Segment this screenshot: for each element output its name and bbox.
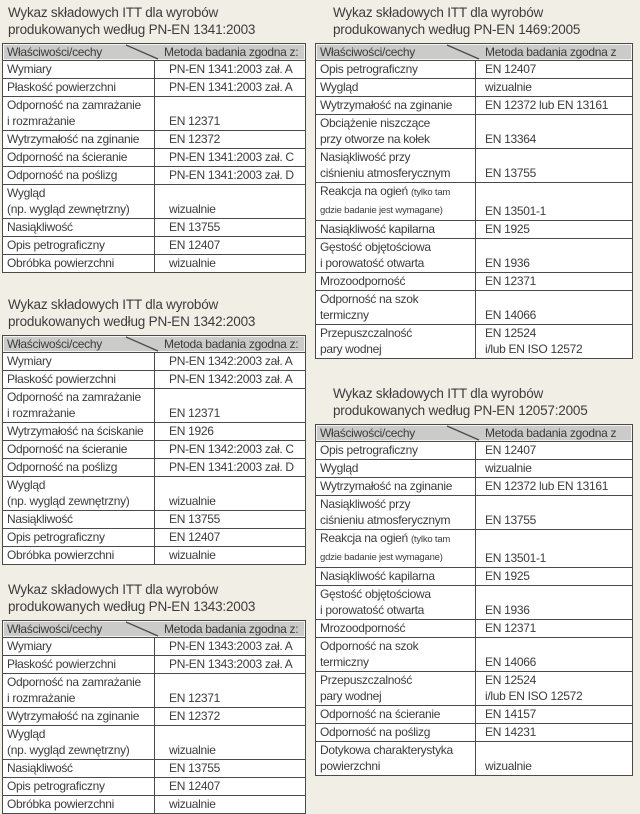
- table-row: [316, 114, 632, 148]
- method-cell: EN 1925: [485, 222, 530, 236]
- table-body: [316, 61, 632, 358]
- method-cell: EN 13755: [169, 761, 220, 775]
- method-cell: EN 13755: [169, 512, 220, 526]
- table-row: [3, 458, 305, 476]
- property-cell: Nasiąkliwość przy ciśnieniu atmosferycznym: [316, 496, 476, 529]
- method-cell: PN-EN 1341:2003 zał. D: [169, 168, 294, 182]
- property-cell: Płaskość powierzchni: [3, 656, 155, 673]
- method-cell: EN 12372: [169, 709, 220, 723]
- property-cell: Dotykowa charakterystyka powierzchni: [316, 742, 476, 775]
- method-cell: EN 12407: [485, 62, 536, 76]
- method-cell: EN 13755: [169, 220, 220, 234]
- table-row: [316, 585, 632, 619]
- method-cell: EN 12407: [485, 443, 536, 457]
- method-cell: PN-EN 1341:2003 zał. D: [169, 460, 294, 474]
- table-row: [3, 96, 305, 130]
- table-row: [3, 422, 305, 440]
- table-row: [3, 777, 305, 795]
- itt-table: [315, 43, 633, 359]
- table-row: [316, 220, 632, 238]
- method-cell: EN 12524 i/lub EN ISO 12572: [485, 673, 583, 703]
- table-row: [316, 495, 632, 529]
- table-row: [316, 148, 632, 182]
- header-properties-label: Właściwości/cechy: [7, 45, 102, 59]
- method-cell: EN 1936: [485, 256, 530, 270]
- table-row: [3, 638, 305, 655]
- table-row: [3, 759, 305, 777]
- property-cell: Wygląd: [316, 460, 476, 477]
- method-cell: EN 14157: [485, 707, 536, 721]
- property-cell: Odporność na zamrażanie i rozmrażanie: [3, 97, 155, 130]
- table-row: [3, 655, 305, 673]
- method-cell: PN-EN 1342:2003 zał. A: [169, 354, 293, 368]
- table-title: Wykaz składowych ITT dla wyrobów produkowanych według PN-EN 12057:2005: [333, 386, 588, 418]
- method-cell: EN 14066: [485, 308, 536, 322]
- property-cell: Odporność na ścieranie: [3, 441, 155, 458]
- property-cell: Wygląd (np. wygląd zewnętrzny): [3, 185, 155, 218]
- table-header-row: [3, 336, 305, 353]
- property-cell: Opis petrograficzny: [3, 529, 155, 546]
- table-row: [3, 254, 305, 272]
- header-properties-label: Właściwości/cechy: [7, 622, 102, 636]
- table-row: [3, 236, 305, 254]
- table-header-row: [3, 44, 305, 61]
- method-cell: wizualnie: [169, 797, 216, 811]
- table-title: Wykaz składowych ITT dla wyrobów produkowanych według PN-EN 1341:2003: [8, 5, 256, 37]
- property-cell: Wytrzymałość na zginanie: [3, 131, 155, 148]
- property-cell: Nasiąkliwość: [3, 511, 155, 528]
- right-column: [315, 4, 633, 776]
- method-cell: EN 12407: [169, 779, 220, 793]
- method-cell: EN 12371: [485, 274, 536, 288]
- table-body: [3, 638, 305, 813]
- table-block-pn-en-12057: [315, 385, 633, 776]
- header-diagonal-divider: [125, 336, 159, 352]
- table-row: [3, 370, 305, 388]
- header-diagonal-divider: [125, 44, 159, 60]
- table-header-row: [316, 44, 632, 61]
- method-cell: EN 14231: [485, 725, 536, 739]
- property-cell: Odporność na szok termiczny: [316, 291, 476, 324]
- header-method-label: Metoda badania zgodna z:: [164, 45, 299, 59]
- method-cell: PN-EN 1342:2003 zał. A: [169, 372, 293, 386]
- method-cell: EN 12371: [169, 114, 220, 128]
- table-row: [316, 61, 632, 78]
- table-block-pn-en-1469: [315, 4, 633, 359]
- header-diagonal-divider: [446, 44, 480, 60]
- table-row: [3, 166, 305, 184]
- header-method-label: Metoda badania zgodna z:: [164, 622, 299, 636]
- table-row: [316, 238, 632, 272]
- table-header-row: [316, 425, 632, 442]
- property-cell: Nasiąkliwość: [3, 219, 155, 236]
- table-row: [316, 619, 632, 637]
- property-cell: Opis petrograficzny: [3, 237, 155, 254]
- table-block-pn-en-1343: [2, 581, 306, 814]
- table-row: [3, 510, 305, 528]
- method-cell: EN 1925: [485, 569, 530, 583]
- property-cell: Przepuszczalność pary wodnej: [316, 325, 476, 358]
- table-row: [3, 440, 305, 458]
- method-cell: EN 13501-1: [485, 551, 547, 565]
- method-cell: PN-EN 1342:2003 zał. C: [169, 442, 294, 456]
- table-row: [316, 671, 632, 705]
- method-cell: PN-EN 1341:2003 zał. A: [169, 80, 293, 94]
- property-cell: Odporność na ścieranie: [3, 149, 155, 166]
- property-cell: Obróbka powierzchni: [3, 547, 155, 564]
- itt-table: [2, 335, 306, 565]
- table-row: [3, 184, 305, 218]
- method-cell: EN 12371: [169, 406, 220, 420]
- table-row: [3, 130, 305, 148]
- table-row: [316, 459, 632, 477]
- table-row: [316, 705, 632, 723]
- header-method-label: Metoda badania zgodna z: [485, 426, 617, 440]
- method-cell: PN-EN 1343:2003 zał. A: [169, 657, 293, 671]
- table-row: [3, 476, 305, 510]
- table-row: [3, 218, 305, 236]
- property-cell: Odporność na poślizg: [3, 167, 155, 184]
- table-block-pn-en-1341: [2, 4, 306, 273]
- header-properties-label: Właściwości/cechy: [7, 337, 102, 351]
- property-cell: Płaskość powierzchni: [3, 371, 155, 388]
- property-cell: Odporność na poślizg: [316, 724, 476, 741]
- method-cell: EN 12372 lub EN 13161: [485, 98, 609, 112]
- itt-table: [315, 424, 633, 776]
- property-cell: Gęstość objętościowa i porowatość otwarta: [316, 239, 476, 272]
- table-block-pn-en-1342: [2, 296, 306, 565]
- table-row: [3, 353, 305, 370]
- header-diagonal-divider: [446, 425, 480, 441]
- method-cell: wizualnie: [169, 202, 216, 216]
- table-title: Wykaz składowych ITT dla wyrobów produkowanych według PN-EN 1343:2003: [8, 582, 256, 614]
- method-cell: EN 12524 i/lub EN ISO 12572: [485, 326, 583, 356]
- header-method-label: Metoda badania zgodna z: [485, 45, 617, 59]
- method-cell: EN 13364: [485, 132, 536, 146]
- table-row: [316, 78, 632, 96]
- method-cell: EN 13755: [485, 166, 536, 180]
- property-cell: Opis petrograficzny: [316, 61, 476, 78]
- table-row: [316, 723, 632, 741]
- property-cell: Wytrzymałość na zginanie: [316, 478, 476, 495]
- property-cell: Odporność na szok termiczny: [316, 638, 476, 671]
- property-cell: Płaskość powierzchni: [3, 79, 155, 96]
- method-cell: EN 12407: [169, 530, 220, 544]
- property-cell: Nasiąkliwość przy ciśnieniu atmosferycznym: [316, 149, 476, 182]
- property-cell: Gęstość objętościowa i porowatość otwarta: [316, 586, 476, 619]
- table-row: [316, 637, 632, 671]
- property-cell: Obciążenie niszczące przy otworze na kołek: [316, 115, 476, 148]
- property-cell: Obróbka powierzchni: [3, 796, 155, 813]
- table-row: [3, 725, 305, 759]
- header-method-label: Metoda badania zgodna z:: [164, 337, 299, 351]
- method-cell: EN 13501-1: [485, 204, 547, 218]
- property-cell: Obróbka powierzchni: [3, 255, 155, 272]
- method-cell: EN 12371: [485, 621, 536, 635]
- table-row: [316, 290, 632, 324]
- table-row: [3, 528, 305, 546]
- itt-table: [2, 620, 306, 814]
- table-row: [3, 61, 305, 78]
- header-properties-label: Właściwości/cechy: [320, 45, 415, 59]
- property-cell: Wymiary: [3, 353, 155, 370]
- table-row: [316, 272, 632, 290]
- property-cell: Wymiary: [3, 638, 155, 655]
- property-cell: Nasiąkliwość: [3, 760, 155, 777]
- method-cell: wizualnie: [169, 256, 216, 270]
- table-row: [316, 182, 632, 220]
- table-row: [3, 673, 305, 707]
- property-cell: Odporność na zamrażanie i rozmrażanie: [3, 674, 155, 707]
- method-cell: EN 1936: [485, 603, 530, 617]
- property-cell: Opis petrograficzny: [3, 778, 155, 795]
- property-cell: Wytrzymałość na zginanie: [3, 708, 155, 725]
- method-cell: wizualnie: [485, 759, 532, 773]
- table-body: [316, 442, 632, 775]
- method-cell: PN-EN 1341:2003 zał. A: [169, 62, 293, 76]
- table-row: [316, 96, 632, 114]
- itt-table: [2, 43, 306, 273]
- property-cell: Wytrzymałość na ściskanie: [3, 423, 155, 440]
- property-cell: Odporność na ścieranie: [316, 706, 476, 723]
- table-row: [316, 529, 632, 567]
- table-row: [316, 567, 632, 585]
- property-cell: Reakcja na ogień (tylko tam gdzie badanie jest wymagane): [316, 530, 476, 567]
- method-cell: EN 12371: [169, 691, 220, 705]
- property-cell: Nasiąkliwość kapilarna: [316, 221, 476, 238]
- property-cell: Wygląd: [316, 79, 476, 96]
- property-cell: Wygląd (np. wygląd zewnętrzny): [3, 726, 155, 759]
- property-cell: Nasiąkliwość kapilarna: [316, 568, 476, 585]
- property-cell: Mrozoodporność: [316, 273, 476, 290]
- property-cell: Opis petrograficzny: [316, 442, 476, 459]
- table-row: [3, 388, 305, 422]
- table-row: [3, 795, 305, 813]
- method-cell: EN 12372: [169, 132, 220, 146]
- table-row: [316, 324, 632, 358]
- method-cell: wizualnie: [169, 494, 216, 508]
- method-cell: wizualnie: [485, 80, 532, 94]
- method-cell: PN-EN 1343:2003 zał. A: [169, 639, 293, 653]
- property-cell: Odporność na zamrażanie i rozmrażanie: [3, 389, 155, 422]
- property-cell: Odporność na poślizg: [3, 459, 155, 476]
- property-cell: Mrozoodporność: [316, 620, 476, 637]
- method-cell: wizualnie: [485, 461, 532, 475]
- table-row: [3, 78, 305, 96]
- table-row: [3, 148, 305, 166]
- method-cell: wizualnie: [169, 548, 216, 562]
- property-cell: Reakcja na ogień (tylko tam gdzie badanie jest wymagane): [316, 183, 476, 220]
- table-row: [316, 477, 632, 495]
- table-title: Wykaz składowych ITT dla wyrobów produkowanych według PN-EN 1342:2003: [8, 297, 256, 329]
- table-title: Wykaz składowych ITT dla wyrobów produkowanych według PN-EN 1469:2005: [333, 5, 581, 37]
- method-cell: wizualnie: [169, 743, 216, 757]
- property-cell: Wymiary: [3, 61, 155, 78]
- header-diagonal-divider: [125, 621, 159, 637]
- method-cell: EN 14066: [485, 655, 536, 669]
- property-cell: Przepuszczalność pary wodnej: [316, 672, 476, 705]
- method-cell: EN 12407: [169, 238, 220, 252]
- property-cell: Wytrzymałość na zginanie: [316, 97, 476, 114]
- table-body: [3, 61, 305, 272]
- table-row: [316, 741, 632, 775]
- method-cell: EN 13755: [485, 513, 536, 527]
- table-header-row: [3, 621, 305, 638]
- method-cell: PN-EN 1341:2003 zał. C: [169, 150, 294, 164]
- table-row: [316, 442, 632, 459]
- property-cell: Wygląd (np. wygląd zewnętrzny): [3, 477, 155, 510]
- method-cell: EN 1926: [169, 424, 214, 438]
- table-body: [3, 353, 305, 564]
- left-column: [2, 4, 306, 814]
- header-properties-label: Właściwości/cechy: [320, 426, 415, 440]
- table-row: [3, 707, 305, 725]
- table-row: [3, 546, 305, 564]
- method-cell: EN 12372 lub EN 13161: [485, 479, 609, 493]
